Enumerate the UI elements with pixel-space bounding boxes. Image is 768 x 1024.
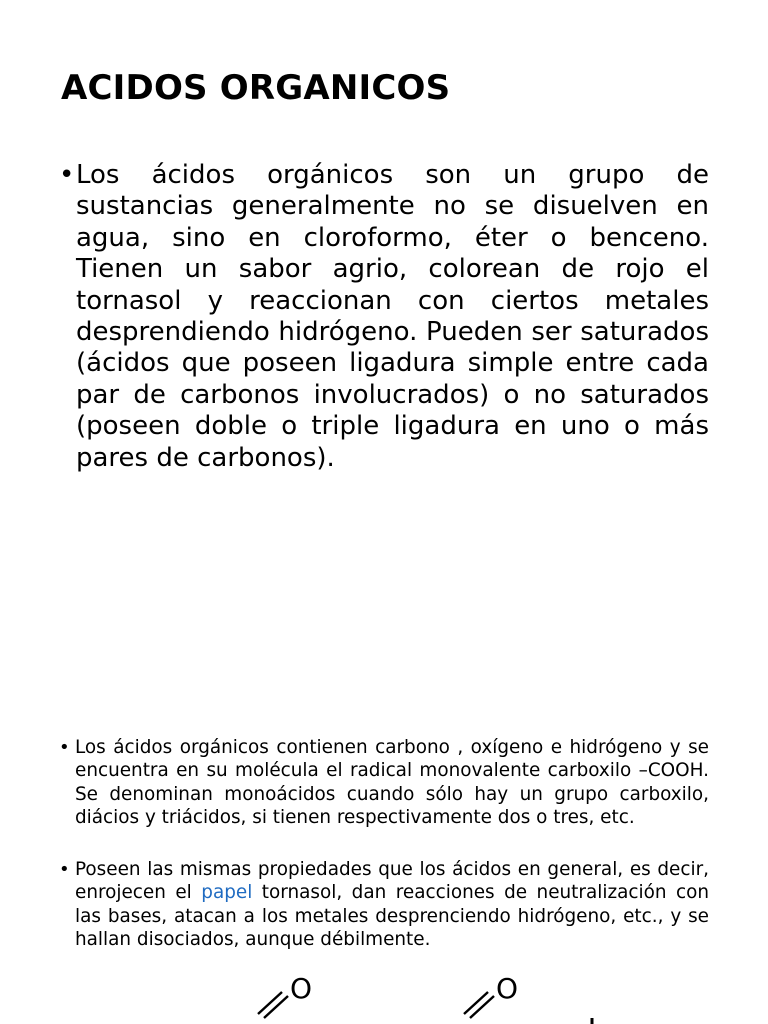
bullet-marker: • <box>59 737 70 758</box>
papel-link[interactable]: papel <box>201 882 253 904</box>
page-title: ACIDOS ORGANICOS <box>61 68 451 108</box>
double-bond-line <box>470 996 494 1018</box>
bullet-paragraph-1 <box>59 160 709 474</box>
carboxyl-group-right <box>464 972 592 1024</box>
paragraph-text: Los ácidos orgánicos contienen carbono , oxígeno e hidrógeno y se encuentra en su molécula el radical monovalente carboxilo –COOH. Se denominan monoácidos cuando sólo hay un grupo carboxilo, diácios y triácidos, si tienen respectivamente dos o tres, etc. <box>75 737 709 829</box>
carboxyl-structure-diagram <box>250 968 610 1024</box>
bullet-paragraph-3 <box>59 858 709 952</box>
bullet-marker: • <box>59 160 75 190</box>
double-bond-line <box>464 992 488 1014</box>
carboxyl-group-left <box>258 972 312 1018</box>
paragraph-text-start: Poseen las mismas propiedades que los ácidos en general, es decir, enrojecen el <box>75 859 709 904</box>
oxygen-atom-right: O <box>496 972 519 1005</box>
paragraph-text <box>75 858 709 952</box>
double-bond-line <box>258 992 282 1014</box>
paragraph-text-end: tornasol, dan reacciones de neutralización con las bases, atacan a los metales desprenciendo hidrógeno, etc., y se hallan disociados, aunque débilmente. <box>75 882 709 951</box>
bullet-marker: • <box>59 859 70 880</box>
oxygen-atom-left: O <box>290 972 313 1005</box>
bullet-paragraph-2 <box>59 736 709 830</box>
paragraph-text: Los ácidos orgánicos son un grupo de sustancias generalmente no se disuelven en agua, sino en cloroformo, éter o benceno. Tienen un sabor agrio, colorean de rojo el tornasol y reaccionan con ciertos metales desprendiendo hidrógeno. Pueden ser saturados (ácidos que poseen ligadura simple entre cada par de carbonos involucrados) o no saturados (poseen doble o triple ligadura en uno o más pares de carbonos). <box>76 160 709 473</box>
double-bond-line <box>264 996 288 1018</box>
